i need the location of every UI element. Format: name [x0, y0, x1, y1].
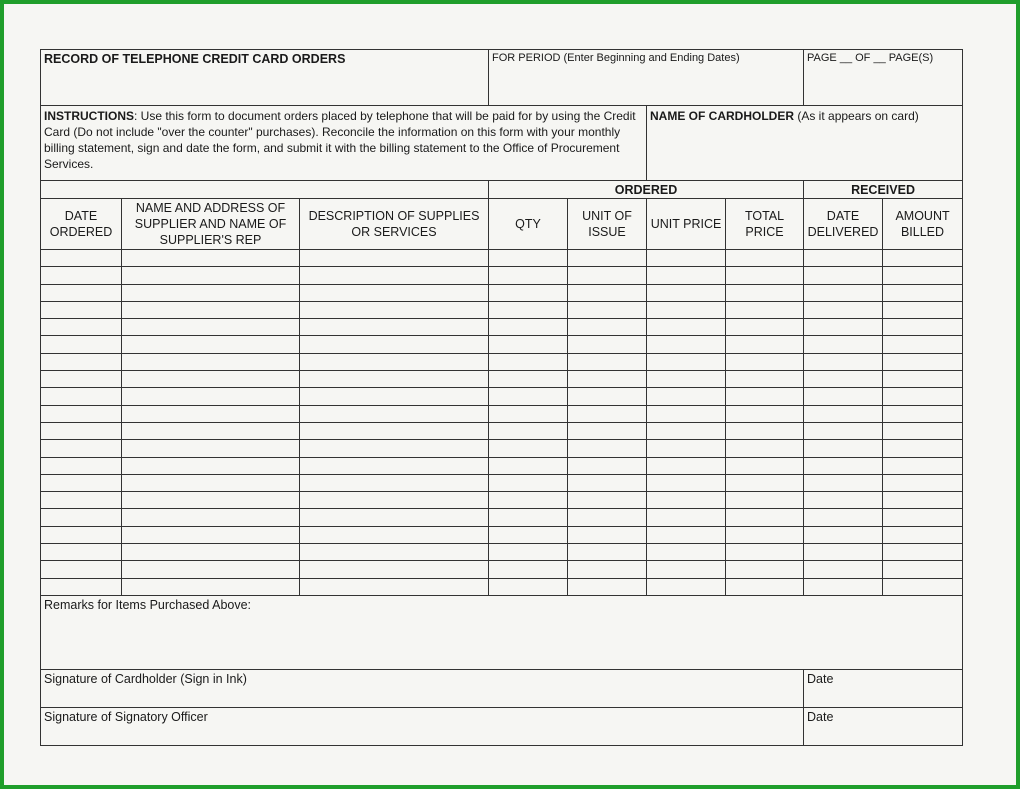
- entry-cell[interactable]: [883, 250, 963, 267]
- period-field[interactable]: FOR PERIOD (Enter Beginning and Ending Dates): [489, 50, 804, 106]
- entry-cell[interactable]: [489, 267, 568, 284]
- entry-cell[interactable]: [883, 544, 963, 561]
- entry-cell[interactable]: [726, 319, 804, 336]
- entry-cell[interactable]: [41, 492, 122, 509]
- table-row: [41, 457, 963, 474]
- entry-cell[interactable]: [647, 422, 726, 439]
- entry-cell[interactable]: [568, 267, 647, 284]
- entry-cell[interactable]: [300, 422, 489, 439]
- entry-cell[interactable]: [489, 336, 568, 353]
- entry-cell[interactable]: [122, 561, 300, 578]
- entry-cell[interactable]: [647, 544, 726, 561]
- instructions-label: INSTRUCTIONS: [44, 109, 134, 123]
- entry-cell[interactable]: [726, 250, 804, 267]
- entry-cell[interactable]: [804, 492, 883, 509]
- entry-cell[interactable]: [300, 405, 489, 422]
- col-amount-billed: AMOUNT BILLED: [883, 199, 963, 250]
- entry-cell[interactable]: [568, 544, 647, 561]
- entry-cell[interactable]: [883, 422, 963, 439]
- entry-cell[interactable]: [41, 578, 122, 595]
- entry-cell[interactable]: [883, 509, 963, 526]
- entry-cell[interactable]: [122, 492, 300, 509]
- table-row: [41, 405, 963, 422]
- entry-cell[interactable]: [489, 492, 568, 509]
- entry-cell[interactable]: [122, 353, 300, 370]
- table-row: [41, 492, 963, 509]
- col-total-price: TOTAL PRICE: [726, 199, 804, 250]
- table-row: [41, 509, 963, 526]
- entry-cell[interactable]: [647, 388, 726, 405]
- entry-cell[interactable]: [804, 284, 883, 301]
- entry-cell[interactable]: [300, 578, 489, 595]
- table-row: [41, 250, 963, 267]
- entry-cell[interactable]: [41, 336, 122, 353]
- entry-cell[interactable]: [647, 353, 726, 370]
- entry-cell[interactable]: [804, 509, 883, 526]
- entry-cell[interactable]: [300, 371, 489, 388]
- entry-cell[interactable]: [489, 353, 568, 370]
- cardholder-date-field[interactable]: Date: [804, 669, 963, 707]
- form-table: [40, 49, 963, 746]
- entry-cell[interactable]: [804, 578, 883, 595]
- entry-cell[interactable]: [726, 544, 804, 561]
- entry-cell[interactable]: [883, 388, 963, 405]
- entry-cell[interactable]: [568, 561, 647, 578]
- instructions: [41, 106, 647, 181]
- entry-cell[interactable]: [726, 267, 804, 284]
- entry-cell[interactable]: [726, 440, 804, 457]
- entry-cell[interactable]: [883, 561, 963, 578]
- entry-cell[interactable]: [568, 336, 647, 353]
- table-row: [41, 267, 963, 284]
- table-row: [41, 474, 963, 491]
- entry-cell[interactable]: [568, 440, 647, 457]
- entry-cell[interactable]: [726, 561, 804, 578]
- entry-cell[interactable]: [883, 301, 963, 318]
- officer-signature-row: [41, 707, 963, 745]
- entry-cell[interactable]: [300, 457, 489, 474]
- entry-cell[interactable]: [489, 388, 568, 405]
- table-row: [41, 388, 963, 405]
- entry-cell[interactable]: [726, 371, 804, 388]
- officer-date-field[interactable]: Date: [804, 707, 963, 745]
- entry-cell[interactable]: [726, 578, 804, 595]
- table-row: [41, 440, 963, 457]
- entry-cell[interactable]: [300, 526, 489, 543]
- entry-cell[interactable]: [804, 371, 883, 388]
- entry-cell[interactable]: [489, 319, 568, 336]
- cardholder-signature-row: [41, 669, 963, 707]
- form-title: RECORD OF TELEPHONE CREDIT CARD ORDERS: [41, 50, 489, 106]
- entry-cell[interactable]: [489, 526, 568, 543]
- entry-cell[interactable]: [568, 526, 647, 543]
- entry-cell[interactable]: [489, 544, 568, 561]
- col-unit-of-issue: UNIT OF ISSUE: [568, 199, 647, 250]
- entry-cell[interactable]: [726, 388, 804, 405]
- col-unit-price: UNIT PRICE: [647, 199, 726, 250]
- entry-cell[interactable]: [568, 492, 647, 509]
- entry-cell[interactable]: [804, 353, 883, 370]
- entry-cell[interactable]: [726, 474, 804, 491]
- col-qty: QTY: [489, 199, 568, 250]
- entry-cell[interactable]: [489, 509, 568, 526]
- col-description: DESCRIPTION OF SUPPLIES OR SERVICES: [300, 199, 489, 250]
- entry-cell[interactable]: [300, 561, 489, 578]
- entry-cell[interactable]: [41, 526, 122, 543]
- entry-cell[interactable]: [300, 492, 489, 509]
- entry-cell[interactable]: [804, 474, 883, 491]
- col-supplier: NAME AND ADDRESS OF SUPPLIER AND NAME OF SUPPLIER'S REP: [122, 199, 300, 250]
- entry-cell[interactable]: [726, 492, 804, 509]
- table-row: [41, 544, 963, 561]
- entry-cell[interactable]: [568, 250, 647, 267]
- entry-cell[interactable]: [804, 440, 883, 457]
- entry-cell[interactable]: [300, 250, 489, 267]
- entry-cell[interactable]: [122, 250, 300, 267]
- entry-cell[interactable]: [122, 474, 300, 491]
- header-row: [41, 50, 963, 106]
- entry-cell[interactable]: [300, 319, 489, 336]
- entry-cell[interactable]: [647, 457, 726, 474]
- entry-cell[interactable]: [122, 405, 300, 422]
- entry-cell[interactable]: [300, 336, 489, 353]
- entry-cell[interactable]: [804, 336, 883, 353]
- entry-cell[interactable]: [726, 301, 804, 318]
- entry-cell[interactable]: [568, 319, 647, 336]
- entry-cell[interactable]: [804, 526, 883, 543]
- entry-cell[interactable]: [568, 301, 647, 318]
- entry-cell[interactable]: [647, 267, 726, 284]
- remarks-label: Remarks for Items Purchased Above:: [44, 597, 252, 612]
- entry-cell[interactable]: [122, 388, 300, 405]
- entry-cell[interactable]: [41, 544, 122, 561]
- entry-cell[interactable]: [489, 440, 568, 457]
- entry-cell[interactable]: [41, 371, 122, 388]
- entry-cell[interactable]: [726, 284, 804, 301]
- entry-cell[interactable]: [41, 561, 122, 578]
- entry-cell[interactable]: [804, 561, 883, 578]
- entry-cell[interactable]: [804, 422, 883, 439]
- entry-cell[interactable]: [122, 457, 300, 474]
- entry-cell[interactable]: [726, 405, 804, 422]
- instructions-row: [41, 106, 963, 181]
- table-row: [41, 284, 963, 301]
- entry-cell[interactable]: [300, 509, 489, 526]
- entry-cell[interactable]: [647, 405, 726, 422]
- entry-cell[interactable]: [726, 336, 804, 353]
- entry-cell[interactable]: [122, 301, 300, 318]
- entry-cell[interactable]: [647, 492, 726, 509]
- entry-cell[interactable]: [300, 474, 489, 491]
- entry-rows: [41, 250, 963, 596]
- entry-cell[interactable]: [489, 578, 568, 595]
- entry-cell[interactable]: [726, 422, 804, 439]
- entry-cell[interactable]: [41, 422, 122, 439]
- entry-cell[interactable]: [122, 544, 300, 561]
- entry-cell[interactable]: [804, 301, 883, 318]
- entry-cell[interactable]: [489, 457, 568, 474]
- entry-cell[interactable]: [489, 405, 568, 422]
- entry-cell[interactable]: [41, 457, 122, 474]
- entry-cell[interactable]: [726, 526, 804, 543]
- entry-cell[interactable]: [300, 284, 489, 301]
- entry-cell[interactable]: [122, 526, 300, 543]
- entry-cell[interactable]: [568, 284, 647, 301]
- entry-cell[interactable]: [41, 388, 122, 405]
- remarks-field[interactable]: [41, 595, 963, 669]
- entry-cell[interactable]: [804, 250, 883, 267]
- cardholder-hint: (As it appears on card): [794, 109, 919, 123]
- entry-cell[interactable]: [41, 405, 122, 422]
- entry-cell[interactable]: [647, 440, 726, 457]
- entry-cell[interactable]: [804, 457, 883, 474]
- table-row: [41, 422, 963, 439]
- entry-cell[interactable]: [300, 544, 489, 561]
- entry-cell[interactable]: [804, 388, 883, 405]
- entry-cell[interactable]: [122, 319, 300, 336]
- entry-cell[interactable]: [41, 250, 122, 267]
- entry-cell[interactable]: [568, 405, 647, 422]
- entry-cell[interactable]: [883, 405, 963, 422]
- entry-cell[interactable]: [883, 492, 963, 509]
- page-field[interactable]: PAGE __ OF __ PAGE(S): [804, 50, 963, 106]
- entry-cell[interactable]: [122, 578, 300, 595]
- entry-cell[interactable]: [568, 474, 647, 491]
- entry-cell[interactable]: [41, 440, 122, 457]
- entry-cell[interactable]: [41, 284, 122, 301]
- entry-cell[interactable]: [122, 336, 300, 353]
- entry-cell[interactable]: [41, 267, 122, 284]
- entry-cell[interactable]: [647, 509, 726, 526]
- entry-cell[interactable]: [726, 353, 804, 370]
- entry-cell[interactable]: [489, 474, 568, 491]
- entry-cell[interactable]: [647, 301, 726, 318]
- cardholder-name-field[interactable]: [647, 106, 963, 181]
- entry-cell[interactable]: [41, 353, 122, 370]
- remarks-row: [41, 595, 963, 669]
- entry-cell[interactable]: [883, 440, 963, 457]
- entry-cell[interactable]: [568, 388, 647, 405]
- entry-cell[interactable]: [489, 250, 568, 267]
- entry-cell[interactable]: [883, 336, 963, 353]
- entry-cell[interactable]: [568, 578, 647, 595]
- table-row: [41, 526, 963, 543]
- entry-cell[interactable]: [883, 371, 963, 388]
- entry-cell[interactable]: [883, 474, 963, 491]
- entry-cell[interactable]: [489, 371, 568, 388]
- table-row: [41, 336, 963, 353]
- entry-cell[interactable]: [489, 301, 568, 318]
- entry-cell[interactable]: [647, 250, 726, 267]
- entry-cell[interactable]: [489, 561, 568, 578]
- group-header-row: [41, 181, 963, 199]
- entry-cell[interactable]: [41, 474, 122, 491]
- table-row: [41, 301, 963, 318]
- cardholder-signature-field[interactable]: Signature of Cardholder (Sign in Ink): [41, 669, 804, 707]
- entry-cell[interactable]: [41, 319, 122, 336]
- entry-cell[interactable]: [883, 284, 963, 301]
- entry-cell[interactable]: [883, 353, 963, 370]
- entry-cell[interactable]: [883, 578, 963, 595]
- entry-cell[interactable]: [568, 371, 647, 388]
- entry-cell[interactable]: [489, 284, 568, 301]
- entry-cell[interactable]: [883, 526, 963, 543]
- entry-cell[interactable]: [122, 284, 300, 301]
- entry-cell[interactable]: [883, 457, 963, 474]
- entry-cell[interactable]: [122, 440, 300, 457]
- cardholder-label: NAME OF CARDHOLDER: [650, 109, 795, 123]
- entry-cell[interactable]: [300, 440, 489, 457]
- entry-cell[interactable]: [647, 561, 726, 578]
- entry-cell[interactable]: [647, 284, 726, 301]
- entry-cell[interactable]: [41, 509, 122, 526]
- entry-cell[interactable]: [647, 319, 726, 336]
- entry-cell[interactable]: [41, 301, 122, 318]
- entry-cell[interactable]: [647, 526, 726, 543]
- entry-cell[interactable]: [726, 457, 804, 474]
- table-row: [41, 578, 963, 595]
- instructions-text: : Use this form to document orders placed by telephone that will be paid for by using the Credit Card (Do not include "over the counter" purchases). Reconcile the information on this form with your monthly billing statement, sign and date the form, and submit it with the billing statement to the Office of Procurement Services.: [44, 109, 636, 171]
- credit-card-order-form: [40, 49, 962, 746]
- col-date-ordered: DATE ORDERED: [41, 199, 122, 250]
- entry-cell[interactable]: [122, 422, 300, 439]
- entry-cell[interactable]: [300, 267, 489, 284]
- entry-cell[interactable]: [568, 457, 647, 474]
- entry-cell[interactable]: [647, 336, 726, 353]
- table-row: [41, 561, 963, 578]
- entry-cell[interactable]: [804, 319, 883, 336]
- entry-cell[interactable]: [804, 405, 883, 422]
- entry-cell[interactable]: [568, 353, 647, 370]
- col-date-delivered: DATE DELIVERED: [804, 199, 883, 250]
- entry-cell[interactable]: [647, 371, 726, 388]
- officer-signature-field[interactable]: Signature of Signatory Officer: [41, 707, 804, 745]
- table-row: [41, 319, 963, 336]
- entry-cell[interactable]: [726, 509, 804, 526]
- entry-cell[interactable]: [300, 353, 489, 370]
- table-row: [41, 371, 963, 388]
- entry-cell[interactable]: [568, 509, 647, 526]
- entry-cell[interactable]: [804, 267, 883, 284]
- entry-cell[interactable]: [300, 388, 489, 405]
- entry-cell[interactable]: [122, 267, 300, 284]
- ordered-group-label: ORDERED: [489, 181, 804, 199]
- entry-cell[interactable]: [489, 422, 568, 439]
- entry-cell[interactable]: [122, 509, 300, 526]
- entry-cell[interactable]: [122, 371, 300, 388]
- entry-cell[interactable]: [568, 422, 647, 439]
- entry-cell[interactable]: [883, 267, 963, 284]
- entry-cell[interactable]: [647, 578, 726, 595]
- entry-cell[interactable]: [883, 319, 963, 336]
- column-header-row: [41, 199, 963, 250]
- received-group-label: RECEIVED: [804, 181, 963, 199]
- entry-cell[interactable]: [804, 544, 883, 561]
- entry-cell[interactable]: [300, 301, 489, 318]
- table-row: [41, 353, 963, 370]
- entry-cell[interactable]: [647, 474, 726, 491]
